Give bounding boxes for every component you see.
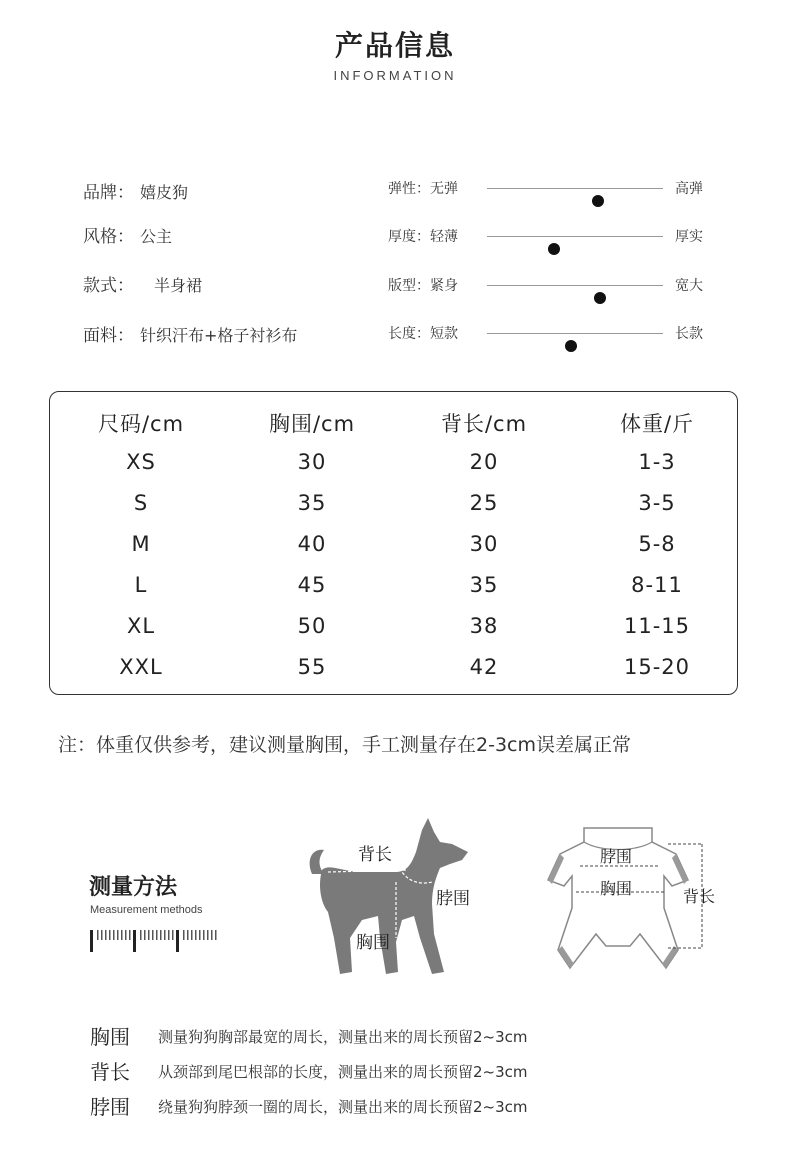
- slider-dot: [565, 340, 577, 352]
- dog-label-neck: 脖围: [436, 889, 470, 909]
- slider-length: [388, 321, 718, 345]
- slider-label: 长度：短款: [388, 326, 458, 342]
- measure-subtitle: Measurement methods: [90, 904, 203, 916]
- slider-dot: [592, 195, 604, 207]
- definition-text: 从颈部到尾巴根部的长度，测量出来的周长预留2~3cm: [158, 1063, 528, 1081]
- garment-label-chest: 胸围: [600, 879, 633, 898]
- attr-style-key: 风格：: [83, 227, 134, 247]
- definition-term: 脖围: [90, 1095, 130, 1119]
- table-cell: L: [134, 573, 148, 597]
- table-cell: 11-15: [623, 614, 691, 638]
- table-cell: 20: [469, 450, 499, 474]
- slider-fit: [388, 273, 718, 297]
- garment-label-neck: 脖围: [600, 847, 633, 866]
- table-cell: 38: [469, 614, 499, 638]
- slider-track: [487, 285, 663, 286]
- page-subtitle: INFORMATION: [333, 68, 457, 83]
- dog-label-back: 背长: [358, 845, 392, 865]
- slider-right-label: 高弹: [675, 181, 703, 197]
- table-header-cell: 背长/cm: [440, 412, 528, 436]
- table-cell: 35: [469, 573, 499, 597]
- table-cell: 15-20: [623, 655, 691, 679]
- definition-term: 背长: [90, 1060, 130, 1084]
- attr-cut-value: 半身裙: [154, 276, 203, 295]
- definition-term: 胸围: [90, 1025, 130, 1049]
- attr-style-value: 公主: [140, 227, 173, 246]
- table-cell: M: [131, 532, 151, 556]
- table-cell: 25: [469, 491, 499, 515]
- table-header-cell: 胸围/cm: [268, 412, 356, 436]
- attr-fabric-value: 针织汗布+格子衬衫布: [140, 326, 298, 345]
- attr-brand-value: 嬉皮狗: [140, 183, 189, 202]
- table-cell: 35: [297, 491, 327, 515]
- attr-cut-key: 款式：: [83, 276, 134, 296]
- definition-text: 绕量狗狗脖颈一圈的周长，测量出来的周长预留2~3cm: [158, 1098, 528, 1116]
- slider-right-label: 长款: [675, 326, 703, 342]
- slider-right-label: 厚实: [675, 229, 703, 245]
- slider-track: [487, 333, 663, 334]
- table-cell: 40: [297, 532, 327, 556]
- table-cell: XL: [126, 614, 156, 638]
- measure-title: 测量方法: [89, 875, 178, 900]
- attr-fabric: [83, 321, 297, 346]
- slider-label: 厚度：轻薄: [388, 229, 458, 245]
- table-cell: XS: [126, 450, 156, 474]
- table-cell: 42: [469, 655, 499, 679]
- slider-elasticity: [388, 176, 718, 200]
- ruler-icon: [90, 928, 220, 956]
- attr-brand-key: 品牌：: [83, 183, 134, 203]
- slider-track: [487, 188, 663, 189]
- attr-cut: [83, 271, 202, 296]
- table-cell: S: [133, 491, 149, 515]
- table-header-cell: 尺码/cm: [97, 412, 185, 436]
- slider-dot: [548, 243, 560, 255]
- table-cell: 5-8: [638, 532, 676, 556]
- table-cell: 1-3: [638, 450, 676, 474]
- garment-illustration: [540, 822, 730, 982]
- slider-right-label: 宽大: [675, 278, 703, 294]
- attr-style: [83, 222, 172, 247]
- garment-label-back: 背长: [683, 887, 716, 906]
- attr-fabric-key: 面料：: [83, 326, 134, 346]
- table-cell: 30: [297, 450, 327, 474]
- definition-text: 测量狗狗胸部最宽的周长，测量出来的周长预留2~3cm: [158, 1028, 528, 1046]
- slider-label: 版型：紧身: [388, 278, 458, 294]
- table-cell: 8-11: [631, 573, 683, 597]
- table-cell: 30: [469, 532, 499, 556]
- table-cell: 55: [297, 655, 327, 679]
- slider-track: [487, 236, 663, 237]
- size-note: 注：体重仅供参考，建议测量胸围，手工测量存在2-3cm误差属正常: [58, 734, 631, 756]
- table-cell: 50: [297, 614, 327, 638]
- slider-label: 弹性：无弹: [388, 181, 458, 197]
- table-header-cell: 体重/斤: [619, 412, 695, 436]
- dog-illustration: [300, 812, 490, 982]
- slider-thickness: [388, 224, 718, 248]
- attr-brand: [83, 178, 188, 203]
- dog-label-chest: 胸围: [356, 933, 390, 953]
- table-cell: 3-5: [638, 491, 676, 515]
- slider-dot: [594, 292, 606, 304]
- page-title: 产品信息: [334, 29, 455, 62]
- table-cell: 45: [297, 573, 327, 597]
- table-cell: XXL: [119, 655, 163, 679]
